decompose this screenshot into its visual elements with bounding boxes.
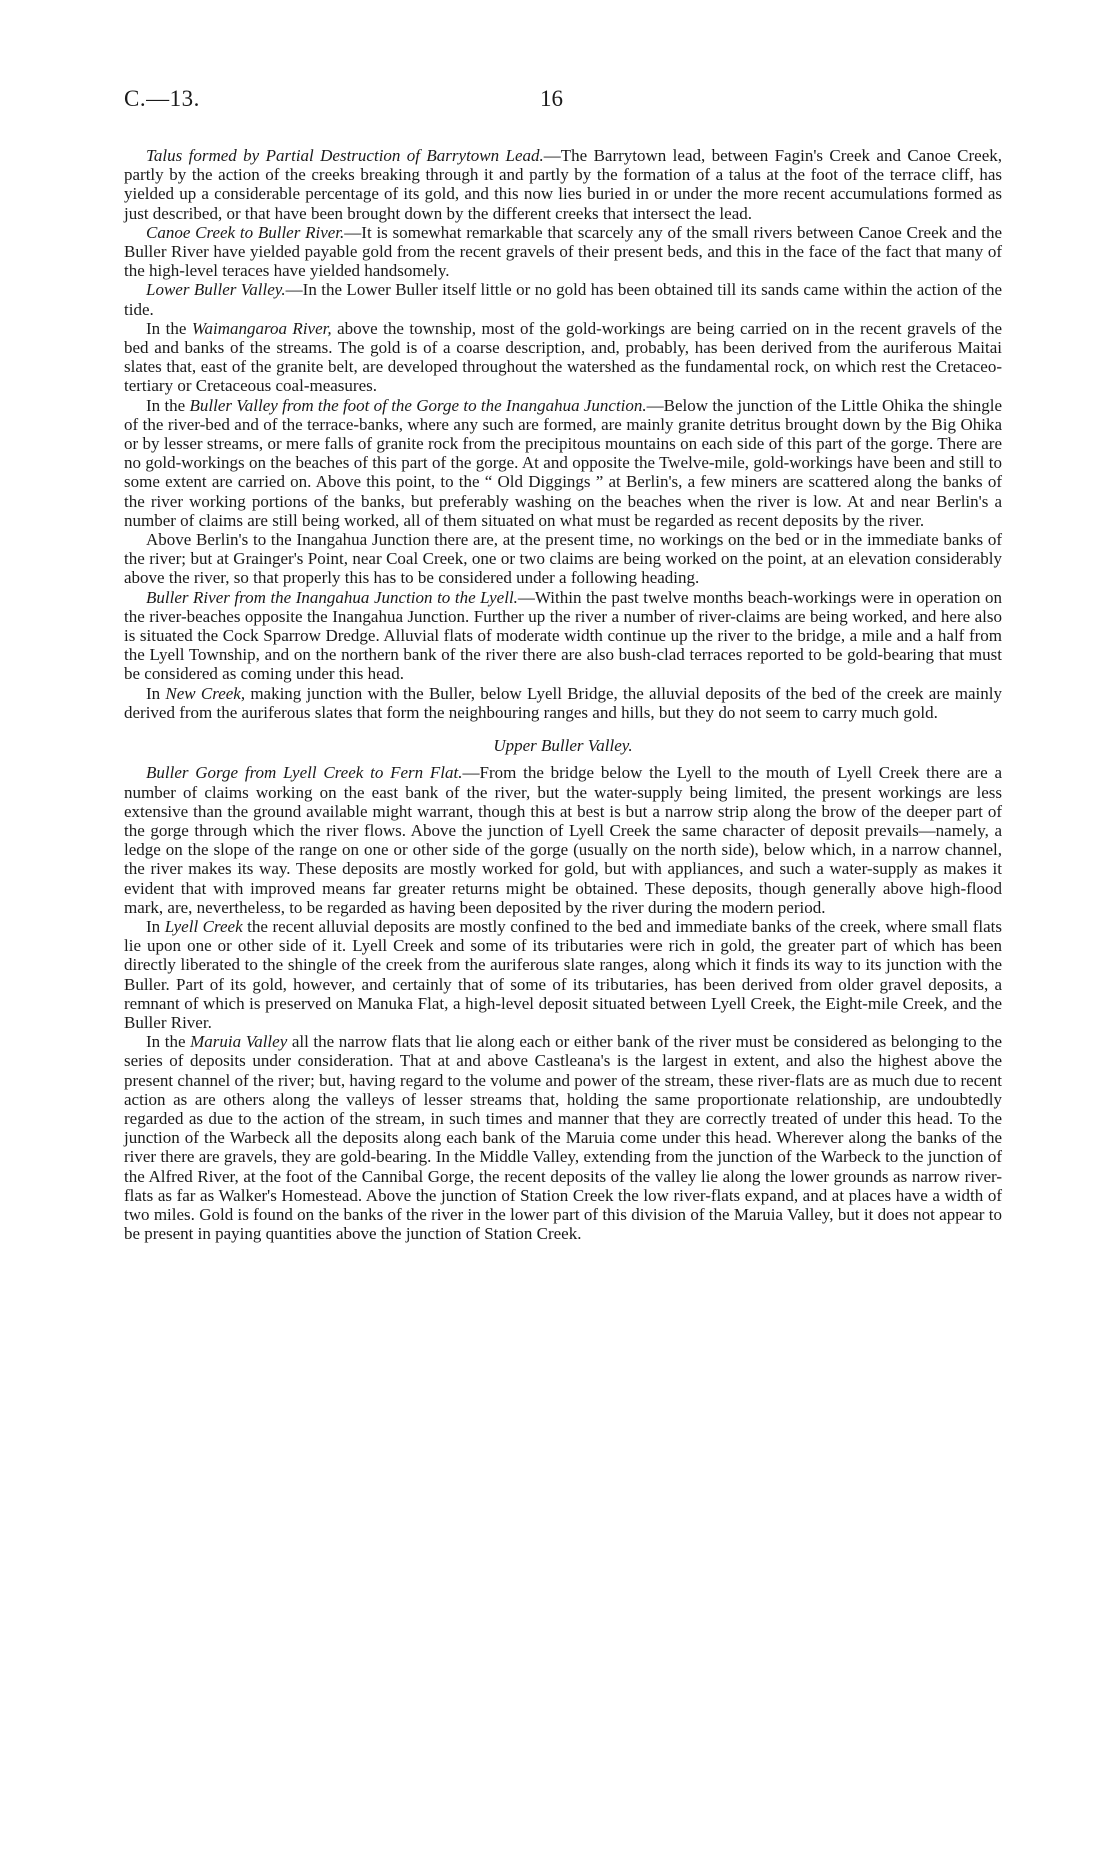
- paragraph-lyell-creek: [124, 917, 1002, 1032]
- paragraph-lead: In: [146, 683, 166, 703]
- paragraph-barrytown-talus: [124, 146, 1002, 223]
- page-header: [124, 86, 1002, 120]
- paragraph-title: Waimangaroa River,: [191, 318, 332, 338]
- paragraph-title: Buller Gorge from Lyell Creek to Fern Flat.: [146, 763, 463, 783]
- paragraph-body: Above Berlin's to the Inangahua Junction there are, at the present time, no workings on the bed or in the immediate banks of the river; but at Grainger's Point, near Coal Creek, one or two claims are being worked on the point, at an elevation considerably above the river, so that properly this has to be considered under a following heading.: [124, 530, 1002, 588]
- paragraph-body: the recent alluvial deposits are mostly confined to the bed and immediate banks of the creek, where small flats lie upon one or other side of it. Lyell Creek and some of its tributaries were rich in gold, the greater part of which has been directly liberated to the shingle of the creek from the auriferous slate ranges, along which it finds its way to its junction with the Buller. Part of its gold, however, and certainly that of some of its tributaries, has been derived from older gravel deposits, a remnant of which is preserved on Manuka Flat, a high-level deposit situated between Lyell Creek, the Eight-mile Creek, and the Buller River.: [124, 916, 1003, 1032]
- paragraph-above-berlins: [124, 530, 1002, 588]
- paragraph-waimangaroa: [124, 319, 1002, 396]
- paragraph-body: —Below the junction of the Little Ohika the shingle of the river-bed and of the terrace-banks, where any such are formed, are mainly granite detritus brought down by the Big Ohika or by lesser streams, or mere falls of granite rock from the precipitous mountains on each side of this part of the gorge. There are no gold-workings on the beaches of this part of the gorge. At and opposite the Twelve-mile, gold-workings have been and still to some extent are carried on. Above this point, to the “ Old Diggings ” at Berlin's, a few miners are scattered along the banks of the river working portions of the banks, but preferably washing on the beaches when the river is low. At and near Berlin's a number of claims are still being worked, all of them situated on what must be regarded as recent deposits by the river.: [124, 395, 1003, 530]
- paragraph-title: Buller Valley from the foot of the Gorge to the Inangahua Junction.: [189, 395, 647, 415]
- paragraph-body: all the narrow flats that lie along each or either bank of the river must be considered as belonging to the series of deposits under consideration. That at and above Castleana's is the largest in extent, and also the highest above the present channel of the river; but, having regard to the volume and power of the stream, these river-flats are as much due to recent action as are others along the valleys of lesser streams that, holding the same proportionate relationship, are undoubtedly regarded as due to the action of the stream, in such times and manner that they are correctly treated of under this head. To the junction of the Warbeck all the deposits along each bank of the Maruia come under this head. Wherever along the banks of the river there are gravels, they are gold-bearing. In the Middle Valley, extending from the junction of the Warbeck to the junction of the Alfred River, at the foot of the Cannibal Gorge, the recent deposits of the valley lie along the lower grounds as narrow river-flats as far as Walker's Homestead. Above the junction of Station Creek the low river-flats expand, and at places have a width of two miles. Gold is found on the banks of the river in the lower part of this division of the Maruia Valley, but it does not appear to be present in paying quantities above the junction of Station Creek.: [124, 1032, 1002, 1244]
- paragraph-inangahua-to-lyell: [124, 588, 1002, 684]
- paragraph-buller-gorge-inangahua: [124, 396, 1002, 530]
- document-page: [124, 86, 1002, 1243]
- paragraph-body: —It is somewhat remarkable that scarcely any of the small rivers between Canoe Creek and the Buller River have yielded payable gold from the recent gravels of their present beds, and this in the face of the fact that many of the high-level teraces have yielded handsomely.: [124, 222, 1002, 281]
- paragraph-body: making junction with the Buller, below Lyell Bridge, the alluvial deposits of the bed of the creek are mainly derived from the auriferous slates that form the neighbouring ranges and hills, but they do not seem to carry much gold.: [124, 683, 1002, 722]
- paragraph-lower-buller: [124, 280, 1002, 318]
- paragraph-title: New Creek,: [165, 683, 246, 703]
- paragraph-body: —In the Lower Buller itself little or no gold has been obtained till its sands came within the action of the tide.: [124, 280, 1003, 319]
- paragraph-body: —Within the past twelve months beach-workings were in operation on the river-beaches opposite the Inangahua Junction. Further up the river a number of river-claims are being worked, and here also is situated the Cock Sparrow Dredge. Alluvial flats of moderate width continue up the river to the bridge, a mile and a half from the Lyell Township, and on the northern bank of the river there are also bush-clad terraces reported to be gold-bearing that must be considered as coming under this head.: [124, 587, 1002, 684]
- paragraph-body: above the township, most of the gold-workings are being carried on in the recent gravels of the bed and banks of the streams. The gold is of a coarse description, and, probably, has been derived from the auriferous Maitai slates that, east of the granite belt, are developed throughout the watershed as the fundamental rock, on which rest the Cretaceo-tertiary or Cretaceous coal-measures.: [124, 318, 1002, 396]
- section-heading-upper-buller: Upper Buller Valley.: [493, 736, 633, 756]
- paragraph-title: Lower Buller Valley.: [146, 280, 286, 300]
- page-number: 16: [540, 86, 563, 111]
- paragraph-title: Maruia Valley: [190, 1032, 288, 1052]
- paragraph-body: —From the bridge below the Lyell to the mouth of Lyell Creek there are a number of claims working on the east bank of the river, but the water-supply being limited, the present workings are less extensive than the ground available might warrant, though this at best is but a narrow strip along the brow of the deeper part of the gorge through which the river flows. Above the junction of Lyell Creek the same character of deposit prevails—namely, a ledge on the slope of the range on one or other side of the gorge (usually on the north side), below which, in a narrow channel, the river makes its way. These deposits are mostly worked for gold, but with appliances, and such a water-supply as makes it evident that with improved means far greater returns might be obtained. These deposits, though generally above high-flood mark, are, nevertheless, to be regarded as having been deposited by the river during the modern period.: [124, 763, 1002, 917]
- paragraph-lead: In: [146, 916, 165, 936]
- paragraph-body: —The Barrytown lead, between Fagin's Creek and Canoe Creek, partly by the action of the creeks breaking through it and partly by the formation of a talus at the foot of the terrace cliff, has yielded up a considerable percentage of its gold, and this now lies buried in or under the more recent accumulations formed as just described, or that have been brought down by the different creeks that intersect the lead.: [124, 146, 1002, 223]
- paragraph-maruia-valley: [124, 1032, 1002, 1243]
- paragraph-title: Buller River from the Inangahua Junction to the Lyell.: [146, 587, 518, 607]
- paragraph-canoe-creek: [124, 223, 1002, 281]
- paragraph-title: Canoe Creek to Buller River.: [146, 222, 345, 242]
- document-reference: C.—13.: [124, 86, 200, 111]
- paragraph-title: Lyell Creek: [164, 916, 243, 936]
- paragraph-lead: In the: [146, 318, 192, 338]
- paragraph-new-creek: [124, 684, 1002, 722]
- paragraph-lead: In the: [146, 395, 190, 415]
- paragraph-lead: In the: [146, 1032, 191, 1052]
- paragraph-lyell-creek-fern-flat: [124, 763, 1002, 917]
- paragraph-title: Talus formed by Partial Destruction of Barrytown Lead.: [146, 146, 544, 165]
